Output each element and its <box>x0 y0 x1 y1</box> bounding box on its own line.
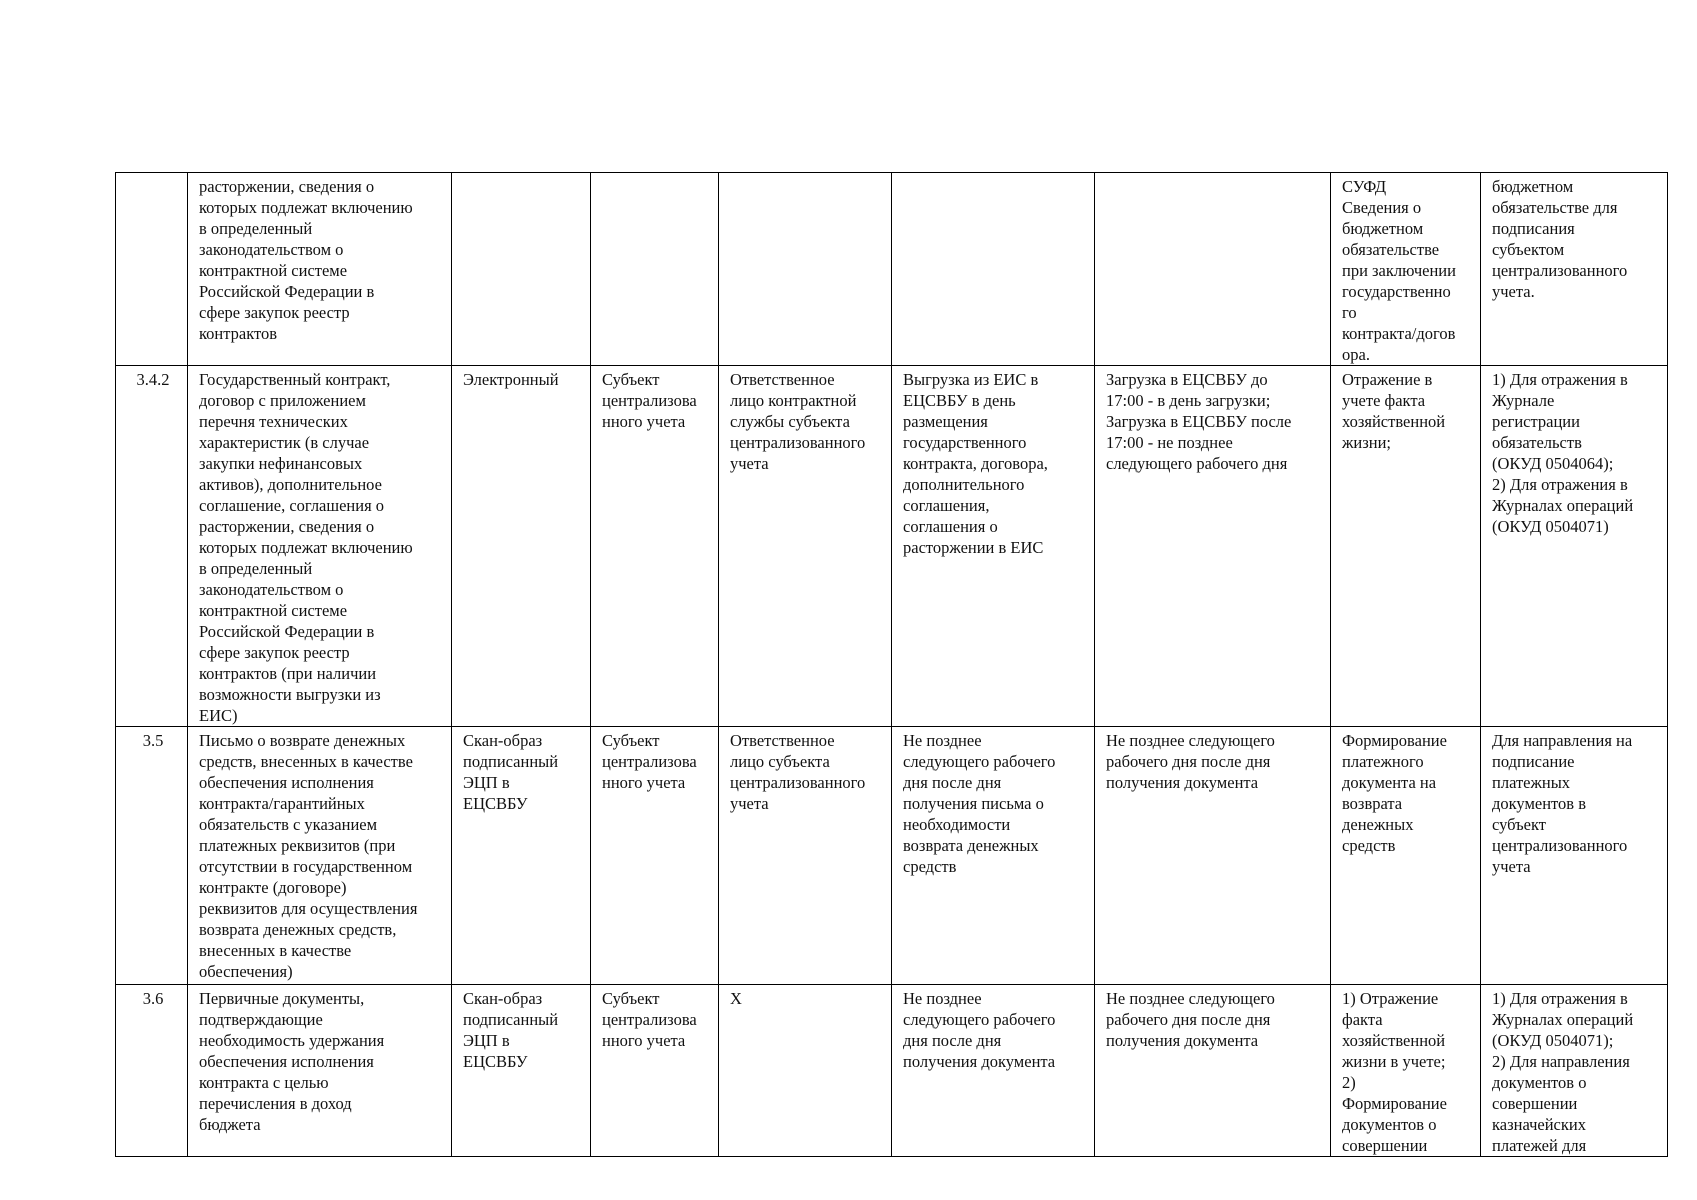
responsible-cell: Х <box>719 985 892 1157</box>
process-deadline-cell: Загрузка в ЕЦСВБУ до 17:00 - в день загрузки; Загрузка в ЕЦСВБУ после 17:00 - не позднее следующего рабочего дня <box>1095 366 1331 727</box>
format-cell: Электронный <box>452 366 591 727</box>
table-row <box>116 366 1668 727</box>
purpose-cell: бюджетном обязательстве для подписания субъектом централизованного учета. <box>1481 173 1668 366</box>
result-cell: Формирование платежного документа на возврата денежных средств <box>1331 727 1481 985</box>
submit-deadline-cell: Выгрузка из ЕИС в ЕЦСВБУ в день размещения государственного контракта, договора, дополнительного соглашения, соглашения о расторжении в ЕИС <box>892 366 1095 727</box>
sender-cell: Субъект централизова нного учета <box>591 985 719 1157</box>
submit-deadline-cell: Не позднее следующего рабочего дня после дня получения письма о необходимости возврата денежных средств <box>892 727 1095 985</box>
result-cell: СУФД Сведения о бюджетном обязательстве при заключении государственно го контракта/догов ора. <box>1331 173 1481 366</box>
document-name-cell: Государственный контракт, договор с приложением перечня технических характеристик (в случае закупки нефинансовых активов), дополнительное соглашение, соглашения о расторжении, сведения о которых подлежат включению в определенный законодательством о контрактной системе Российской Федерации в сфере закупок реестр контрактов (при наличии возможности выгрузки из ЕИС) <box>188 366 452 727</box>
document-name-cell: Первичные документы, подтверждающие необходимость удержания обеспечения исполнения контракта с целью перечисления в доход бюджета <box>188 985 452 1157</box>
row-number <box>116 173 188 366</box>
result-cell: 1) Отражение факта хозяйственной жизни в учете; 2) Формирование документов о совершении <box>1331 985 1481 1157</box>
submit-deadline-cell: Не позднее следующего рабочего дня после дня получения документа <box>892 985 1095 1157</box>
purpose-cell: 1) Для отражения в Журналах операций (ОКУД 0504071); 2) Для направления документов о совершении казначейских платежей для <box>1481 985 1668 1157</box>
submit-deadline-cell <box>892 173 1095 366</box>
format-cell: Скан-образ подписанный ЭЦП в ЕЦСВБУ <box>452 985 591 1157</box>
sender-cell: Субъект централизова нного учета <box>591 727 719 985</box>
row-number: 3.4.2 <box>116 366 188 727</box>
row-number: 3.6 <box>116 985 188 1157</box>
sender-cell: Субъект централизова нного учета <box>591 366 719 727</box>
process-deadline-cell: Не позднее следующего рабочего дня после дня получения документа <box>1095 985 1331 1157</box>
table-row <box>116 173 1668 366</box>
document-name-cell: Письмо о возврате денежных средств, внесенных в качестве обеспечения исполнения контракта/гарантийных обязательств с указанием платежных реквизитов (при отсутствии в государственном контракте (договоре) реквизитов для осуществления возврата денежных средств, внесенных в качестве обеспечения) <box>188 727 452 985</box>
table-row <box>116 727 1668 985</box>
purpose-cell: Для направления на подписание платежных документов в субъект централизованного учета <box>1481 727 1668 985</box>
process-deadline-cell: Не позднее следующего рабочего дня после дня получения документа <box>1095 727 1331 985</box>
responsible-cell: Ответственное лицо контрактной службы субъекта централизованного учета <box>719 366 892 727</box>
responsible-cell: Ответственное лицо субъекта централизованного учета <box>719 727 892 985</box>
responsible-cell <box>719 173 892 366</box>
row-number: 3.5 <box>116 727 188 985</box>
result-cell: Отражение в учете факта хозяйственной жизни; <box>1331 366 1481 727</box>
format-cell <box>452 173 591 366</box>
procedure-table <box>115 172 1668 1157</box>
table-row <box>116 985 1668 1157</box>
process-deadline-cell <box>1095 173 1331 366</box>
format-cell: Скан-образ подписанный ЭЦП в ЕЦСВБУ <box>452 727 591 985</box>
purpose-cell: 1) Для отражения в Журнале регистрации обязательств (ОКУД 0504064); 2) Для отражения в Журналах операций (ОКУД 0504071) <box>1481 366 1668 727</box>
document-name-cell: расторжении, сведения о которых подлежат включению в определенный законодательством о контрактной системе Российской Федерации в сфере закупок реестр контрактов <box>188 173 452 366</box>
sender-cell <box>591 173 719 366</box>
